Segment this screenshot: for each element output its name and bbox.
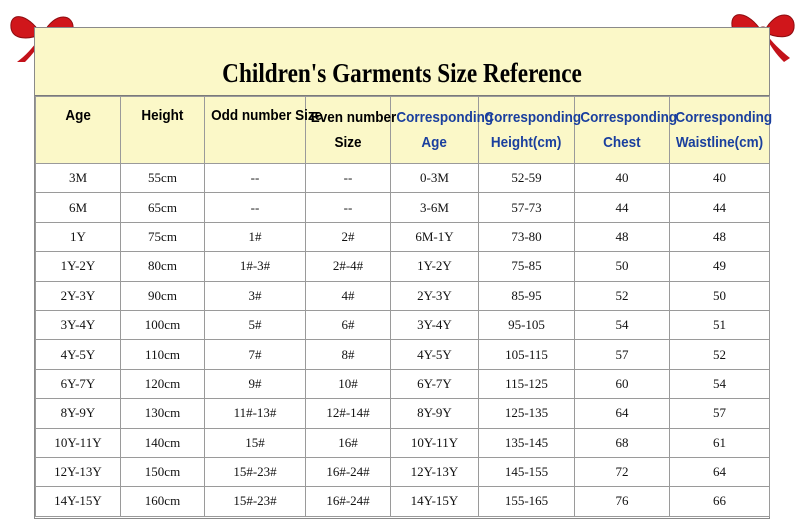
column-header-label: Corresponding <box>484 109 582 126</box>
table-cell: 16# <box>306 428 391 457</box>
table-cell: 15# <box>205 428 306 457</box>
table-cell: 48 <box>575 222 670 251</box>
table-cell: 10Y-11Y <box>36 428 121 457</box>
column-header-label: Corresponding <box>675 109 773 126</box>
table-cell: 16#-24# <box>306 487 391 516</box>
table-cell: 5# <box>205 310 306 339</box>
table-cell: 160cm <box>121 487 205 516</box>
table-cell: -- <box>205 193 306 222</box>
table-cell: 51 <box>670 310 770 339</box>
table-cell: 120cm <box>121 369 205 398</box>
table-cell: 55cm <box>121 164 205 193</box>
table-cell: 105-115 <box>479 340 575 369</box>
column-header-label: Waistline(cm) <box>675 134 764 151</box>
table-row <box>36 252 770 281</box>
table-row <box>36 340 770 369</box>
table-cell: 49 <box>670 252 770 281</box>
column-header-label: Size <box>334 134 362 151</box>
column-header-label: Age <box>65 107 91 124</box>
table-cell: 6Y-7Y <box>391 369 479 398</box>
table-row <box>36 487 770 516</box>
table-cell: 75-85 <box>479 252 575 281</box>
table-cell: 6M <box>36 193 121 222</box>
column-header-label: Corresponding <box>396 109 494 126</box>
table-row <box>36 399 770 428</box>
table-cell: 3Y-4Y <box>36 310 121 339</box>
table-cell: 130cm <box>121 399 205 428</box>
column-header <box>391 97 494 164</box>
table-cell: 4# <box>306 281 391 310</box>
table-cell: -- <box>205 164 306 193</box>
column-header <box>670 97 773 164</box>
column-header <box>205 97 323 164</box>
size-table <box>35 96 773 517</box>
column-header-label: Chest <box>603 134 641 151</box>
table-cell: 11#-13# <box>205 399 306 428</box>
table-cell: 150cm <box>121 457 205 486</box>
table-cell: 14Y-15Y <box>36 487 121 516</box>
table-cell: 155-165 <box>479 487 575 516</box>
table-cell: 2#-4# <box>306 252 391 281</box>
table-cell: 57 <box>575 340 670 369</box>
table-cell: 125-135 <box>479 399 575 428</box>
table-cell: 16#-24# <box>306 457 391 486</box>
page-title: Children's Garments Size Reference <box>222 58 582 88</box>
column-header <box>479 97 582 164</box>
table-cell: 4Y-5Y <box>391 340 479 369</box>
column-header-label: Even number <box>310 109 397 126</box>
table-cell: 40 <box>670 164 770 193</box>
column-header-label: Height <box>141 107 184 124</box>
table-cell: 95-105 <box>479 310 575 339</box>
table-cell: 48 <box>670 222 770 251</box>
table-cell: 52 <box>575 281 670 310</box>
table-cell: 100cm <box>121 310 205 339</box>
table-cell: 50 <box>670 281 770 310</box>
table-cell: 14Y-15Y <box>391 487 479 516</box>
table-cell: 15#-23# <box>205 457 306 486</box>
table-cell: 15#-23# <box>205 487 306 516</box>
column-header-label: Odd number Size <box>211 107 323 124</box>
table-header-row <box>36 97 770 164</box>
column-header <box>121 97 205 164</box>
table-cell: 115-125 <box>479 369 575 398</box>
table-cell: 73-80 <box>479 222 575 251</box>
table-cell: 60 <box>575 369 670 398</box>
table-cell: 54 <box>670 369 770 398</box>
table-cell: 1Y-2Y <box>36 252 121 281</box>
table-cell: 1Y <box>36 222 121 251</box>
table-row <box>36 310 770 339</box>
table-cell: 40 <box>575 164 670 193</box>
table-cell: 2Y-3Y <box>391 281 479 310</box>
table-cell: 85-95 <box>479 281 575 310</box>
table-cell: 54 <box>575 310 670 339</box>
table-cell: 52-59 <box>479 164 575 193</box>
table-cell: 140cm <box>121 428 205 457</box>
table-cell: 57 <box>670 399 770 428</box>
table-cell: 44 <box>575 193 670 222</box>
table-cell: 0-3M <box>391 164 479 193</box>
table-row <box>36 369 770 398</box>
table-cell: 8Y-9Y <box>36 399 121 428</box>
table-row <box>36 281 770 310</box>
table-cell: 8# <box>306 340 391 369</box>
table-cell: 7# <box>205 340 306 369</box>
table-cell: 4Y-5Y <box>36 340 121 369</box>
table-cell: 10Y-11Y <box>391 428 479 457</box>
table-cell: 68 <box>575 428 670 457</box>
title-band <box>35 28 769 96</box>
table-cell: 64 <box>575 399 670 428</box>
column-header <box>36 97 121 164</box>
table-cell: 2Y-3Y <box>36 281 121 310</box>
table-cell: 2# <box>306 222 391 251</box>
column-header-label: Age <box>421 134 448 151</box>
table-cell: 66 <box>670 487 770 516</box>
table-cell: 65cm <box>121 193 205 222</box>
column-header-label: Height(cm) <box>491 134 562 151</box>
table-cell: 12Y-13Y <box>36 457 121 486</box>
table-cell: 12#-14# <box>306 399 391 428</box>
table-cell: 61 <box>670 428 770 457</box>
table-cell: 6M-1Y <box>391 222 479 251</box>
table-cell: 6# <box>306 310 391 339</box>
column-header <box>575 97 678 164</box>
table-cell: 72 <box>575 457 670 486</box>
table-cell: 80cm <box>121 252 205 281</box>
table-cell: 9# <box>205 369 306 398</box>
table-cell: 64 <box>670 457 770 486</box>
table-cell: 110cm <box>121 340 205 369</box>
table-row <box>36 164 770 193</box>
size-chart-sheet <box>34 27 773 519</box>
table-cell: 145-155 <box>479 457 575 486</box>
table-row <box>36 222 770 251</box>
table-cell: 57-73 <box>479 193 575 222</box>
table-cell: 50 <box>575 252 670 281</box>
table-body <box>36 164 770 517</box>
table-cell: 6Y-7Y <box>36 369 121 398</box>
table-row <box>36 428 770 457</box>
table-cell: 135-145 <box>479 428 575 457</box>
table-cell: -- <box>306 164 391 193</box>
table-cell: 12Y-13Y <box>391 457 479 486</box>
table-cell: 1# <box>205 222 306 251</box>
table-row <box>36 193 770 222</box>
table-cell: 1Y-2Y <box>391 252 479 281</box>
table-cell: 3M <box>36 164 121 193</box>
table-cell: 90cm <box>121 281 205 310</box>
table-cell: 44 <box>670 193 770 222</box>
table-cell: 8Y-9Y <box>391 399 479 428</box>
table-row <box>36 457 770 486</box>
table-cell: 52 <box>670 340 770 369</box>
table-cell: 3# <box>205 281 306 310</box>
table-cell: 3-6M <box>391 193 479 222</box>
table-cell: 10# <box>306 369 391 398</box>
table-cell: 1#-3# <box>205 252 306 281</box>
table-cell: 3Y-4Y <box>391 310 479 339</box>
table-cell: -- <box>306 193 391 222</box>
table-cell: 76 <box>575 487 670 516</box>
column-header-label: Corresponding <box>580 109 678 126</box>
table-cell: 75cm <box>121 222 205 251</box>
column-header <box>306 97 397 164</box>
